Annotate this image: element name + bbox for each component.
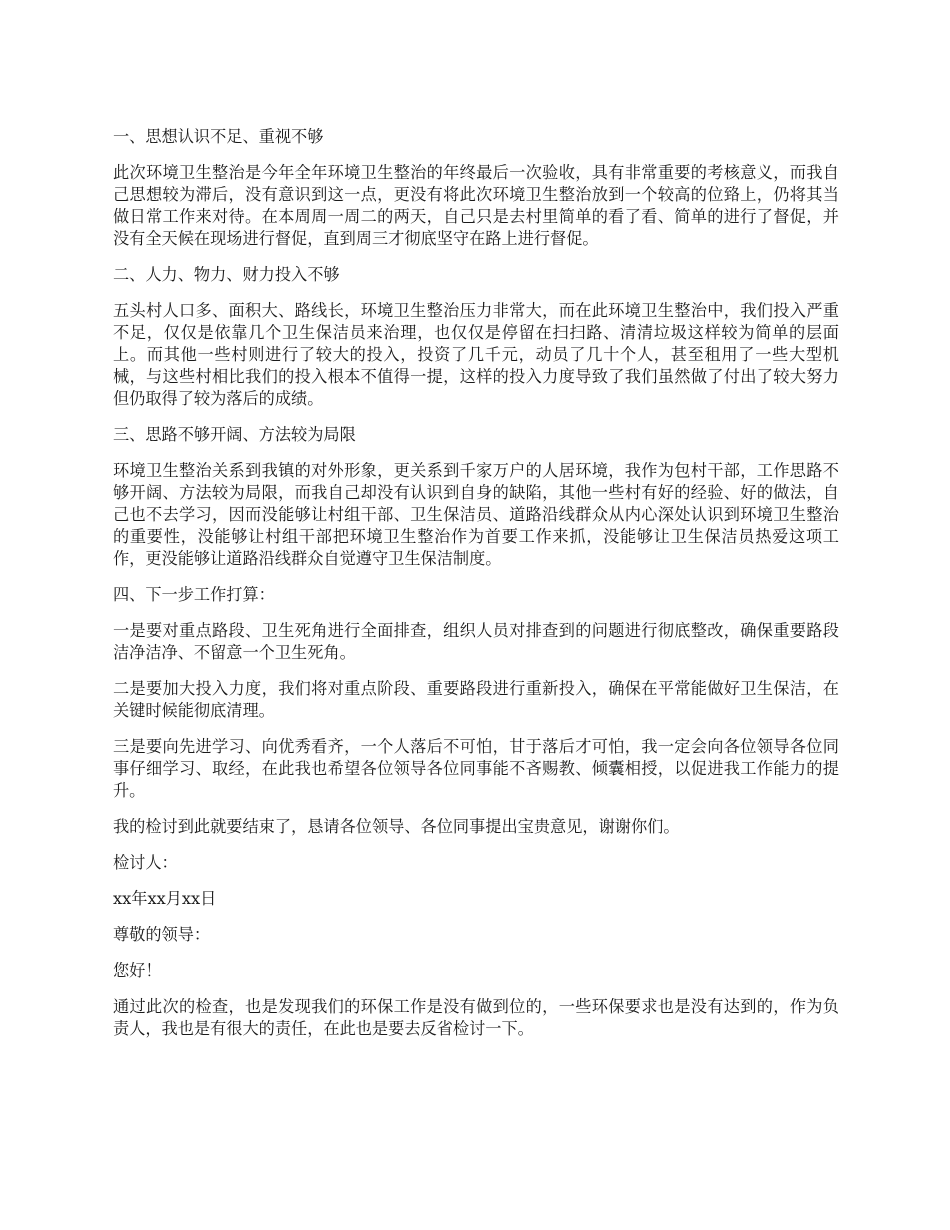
paragraph-3: 环境卫生整治关系到我镇的对外形象，更关系到千家万户的人居环境，我作为包村干部，工作思路不够开阔、方法较为局限，而我自己却没有认识到自身的缺陷，其他一些村有好的经验、好的做法，自己也不去学习，因而没能够让村组干部、卫生保洁员、道路沿线群众从内心深处认识到环境卫生整治的重要性，没能够让村组干部把环境卫生整治作为首要工作来抓，没能够让卫生保洁员热爱这项工作，更没能够让道路沿线群众自觉遵守卫生保洁制度。 bbox=[113, 461, 839, 568]
plan-item-2: 二是要加大投入力度，我们将对重点阶段、重要路段进行重新投入，确保在平常能做好卫生保洁，在关键时候能彻底清理。 bbox=[113, 679, 839, 720]
document-body bbox=[113, 126, 839, 1054]
section-heading-1: 一、思想认识不足、重视不够 bbox=[113, 127, 324, 146]
section-heading-3: 三、思路不够开阔、方法较为局限 bbox=[113, 425, 356, 444]
greeting: 您好！ bbox=[113, 961, 162, 980]
paragraph-4: 通过此次的检查，也是发现我们的环保工作是没有做到位的，一些环保要求也是没有达到的，作为负责人，我也是有很大的责任，在此也是要去反省检讨一下。 bbox=[113, 997, 839, 1038]
section-heading-2: 二、人力、物力、财力投入不够 bbox=[113, 265, 340, 284]
salutation: 尊敬的领导： bbox=[113, 925, 211, 944]
date-line: xx年xx月xx日 bbox=[113, 889, 217, 908]
signature-label: 检讨人： bbox=[113, 853, 178, 872]
plan-item-1: 一是要对重点路段、卫生死角进行全面排查，组织人员对排查到的问题进行彻底整改，确保重要路段洁净洁净、不留意一个卫生死角。 bbox=[113, 621, 839, 662]
paragraph-2: 五头村人口多、面积大、路线长，环境卫生整治压力非常大，而在此环境卫生整治中，我们投入严重不足，仅仅是依靠几个卫生保洁员来治理，也仅仅是停留在扫扫路、清清垃圾这样较为简单的层面上。而其他一些村则进行了较大的投入，投资了几千元，动员了几十个人，甚至租用了一些大型机械，与这些村相比我们的投入根本不值得一提，这样的投入力度导致了我们虽然做了付出了较大努力但仍取得了较为落后的成绩。 bbox=[113, 301, 839, 408]
section-heading-4: 四、下一步工作打算： bbox=[113, 585, 275, 604]
plan-item-3: 三是要向先进学习、向优秀看齐，一个人落后不可怕，甘于落后才可怕，我一定会向各位领导各位同事仔细学习、取经，在此我也希望各位领导各位同事能不吝赐教、倾囊相授，以促进我工作能力的提升。 bbox=[113, 737, 839, 800]
paragraph-1: 此次环境卫生整治是今年全年环境卫生整治的年终最后一次验收，具有非常重要的考核意义，而我自己思想较为滞后，没有意识到这一点，更没有将此次环境卫生整治放到一个较高的位臵上，仍将其当做日常工作来对待。在本周周一周二的两天，自己只是去村里简单的看了看、简单的进行了督促，并没有全天候在现场进行督促，直到周三才彻底坚守在路上进行督促。 bbox=[113, 163, 839, 248]
closing-paragraph: 我的检讨到此就要结束了，恳请各位领导、各位同事提出宝贵意见，谢谢你们。 bbox=[113, 817, 680, 836]
